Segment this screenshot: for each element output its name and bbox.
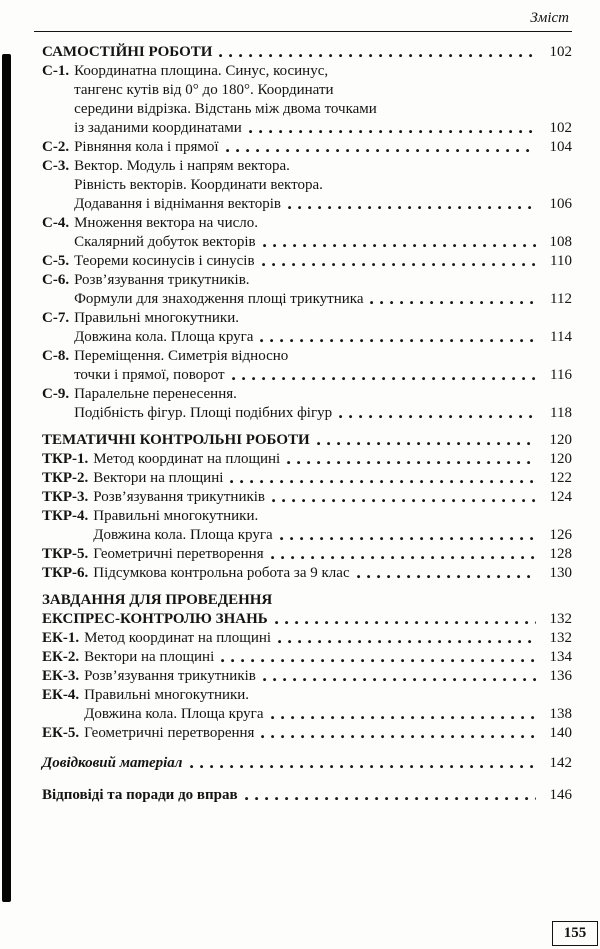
dot-leader	[272, 499, 536, 503]
toc-line	[42, 404, 572, 423]
toc-entry-text: Розв’язування трикутників	[84, 668, 256, 684]
toc-line	[42, 309, 572, 328]
toc-line	[42, 233, 572, 252]
dot-leader	[357, 575, 536, 579]
toc-line	[42, 786, 572, 805]
toc-entry	[42, 648, 572, 667]
toc-entry-text: Правильні многокутники.	[74, 310, 239, 326]
toc-line	[42, 138, 572, 157]
toc-line	[42, 591, 572, 610]
toc-page-number: 132	[549, 611, 572, 627]
toc-entry-text: Довжина кола. Площа круга	[84, 706, 264, 722]
toc-line	[42, 610, 572, 629]
dot-leader	[262, 263, 536, 267]
toc-entry	[42, 786, 572, 805]
toc-entry-text: Переміщення. Симетрія відносно	[74, 348, 289, 364]
toc-line	[42, 667, 572, 686]
dot-leader	[245, 797, 536, 801]
dot-leader	[249, 130, 536, 134]
toc-entry	[42, 667, 572, 686]
toc-page-number: 122	[549, 470, 572, 486]
toc-entry	[42, 488, 572, 507]
toc-page-number: 120	[549, 432, 572, 448]
toc-line	[42, 81, 572, 100]
toc-entry-label: С-2.	[42, 139, 70, 155]
toc-entry-text: САМОСТІЙНІ РОБОТИ	[42, 44, 213, 60]
toc-entry	[42, 271, 572, 309]
toc-entry	[42, 214, 572, 252]
toc-line	[42, 100, 572, 119]
dot-leader	[288, 206, 536, 210]
toc-entry-label: ЕК-2.	[42, 649, 80, 665]
toc-line	[42, 43, 572, 62]
toc-line	[42, 385, 572, 404]
dot-leader	[230, 480, 536, 484]
toc-line	[42, 648, 572, 667]
toc-line	[42, 347, 572, 366]
toc-page-number: 130	[549, 565, 572, 581]
toc-entry-text: Рівність векторів. Координати вектора.	[74, 177, 323, 193]
toc-entry-text: Геометричні перетворення	[84, 725, 255, 741]
dot-leader	[226, 149, 536, 153]
toc-line	[42, 195, 572, 214]
toc-entry-label: ТКР-4.	[42, 508, 89, 524]
toc-entry-label: ЕК-3.	[42, 668, 80, 684]
dot-leader	[317, 442, 536, 446]
toc-page-number: 102	[549, 120, 572, 136]
toc-entry-text: Метод координат на площині	[93, 451, 281, 467]
toc-line	[42, 366, 572, 385]
toc-line	[42, 754, 572, 773]
toc-entry-text: середини відрізка. Відстань між двома точками	[74, 101, 377, 117]
header-title: Зміст	[530, 10, 569, 26]
toc-page-number: 116	[550, 367, 572, 383]
toc-entry	[42, 754, 572, 773]
toc-entry-label: ТКР-1.	[42, 451, 89, 467]
toc-entry	[42, 347, 572, 385]
toc-page-number: 134	[549, 649, 572, 665]
toc-entry	[42, 138, 572, 157]
dot-leader	[263, 678, 536, 682]
toc-line	[42, 724, 572, 743]
toc-line	[42, 545, 572, 564]
toc-line	[42, 62, 572, 81]
toc-entry-label: ТКР-3.	[42, 489, 89, 505]
toc-entry-text: Довжина кола. Площа круга	[74, 329, 254, 345]
dot-leader	[190, 765, 537, 769]
toc-entry-label: С-1.	[42, 63, 70, 79]
dot-leader	[271, 556, 536, 560]
toc-line	[42, 469, 572, 488]
toc-line	[42, 328, 572, 347]
toc-entry-text: тангенс кутів від 0° до 180°. Координати	[74, 82, 334, 98]
toc-page-number: 104	[549, 139, 572, 155]
dot-leader	[221, 659, 536, 663]
toc-entry-text: Додавання і віднімання векторів	[74, 196, 282, 212]
toc-entry	[42, 385, 572, 423]
toc-page-number: 110	[550, 253, 572, 269]
toc-page-number: 108	[549, 234, 572, 250]
toc-entry-label: ТКР-6.	[42, 565, 89, 581]
dot-leader	[263, 244, 536, 248]
toc-entry-label: С-9.	[42, 386, 70, 402]
toc-page-number: 136	[549, 668, 572, 684]
dot-leader	[261, 735, 536, 739]
toc-entry	[42, 507, 572, 545]
toc-entry-text: Розв’язування трикутників.	[74, 272, 250, 288]
dot-leader	[370, 301, 536, 305]
toc-entry-text: Геометричні перетворення	[93, 546, 264, 562]
toc-entry-text: Довідковий матеріал	[42, 755, 183, 771]
toc-entry-label: С-6.	[42, 272, 70, 288]
toc-entry-text: ЕКСПРЕС-КОНТРОЛЮ ЗНАНЬ	[42, 611, 268, 627]
toc-line	[42, 119, 572, 138]
toc-entry-text: Скалярний добуток векторів	[74, 234, 256, 250]
toc-entry-text: Рівняння кола і прямої	[74, 139, 219, 155]
toc-entry-text: Підсумкова контрольна робота за 9 клас	[93, 565, 350, 581]
toc-line	[42, 488, 572, 507]
toc-entry-text: Формули для знаходження площі трикутника	[74, 291, 364, 307]
toc-entry-text: ЗАВДАННЯ ДЛЯ ПРОВЕДЕННЯ	[42, 592, 273, 608]
header-rule	[34, 31, 572, 32]
toc-entry	[42, 545, 572, 564]
toc-entry-text: Відповіді та поради до вправ	[42, 787, 238, 803]
dot-leader	[280, 537, 536, 541]
toc-entry	[42, 469, 572, 488]
toc-page-number: 112	[550, 291, 572, 307]
toc-line	[42, 705, 572, 724]
toc-line	[42, 629, 572, 648]
toc-entry-label: ЕК-4.	[42, 687, 80, 703]
toc-page-number: 120	[549, 451, 572, 467]
toc-entry-label: ТКР-5.	[42, 546, 89, 562]
toc-entry-label: ЕК-1.	[42, 630, 80, 646]
toc-entry	[42, 62, 572, 138]
toc-entry-text: Паралельне перенесення.	[74, 386, 237, 402]
toc-entry-text: Вектори на площині	[84, 649, 215, 665]
toc-page-number: 142	[549, 755, 572, 771]
toc-entry-text: ТЕМАТИЧНІ КОНТРОЛЬНІ РОБОТИ	[42, 432, 310, 448]
toc-entry-label: С-7.	[42, 310, 70, 326]
toc-entry-text: точки і прямої, поворот	[74, 367, 225, 383]
page-number-box	[552, 921, 598, 946]
toc-entry-label: ЕК-5.	[42, 725, 80, 741]
dot-leader	[271, 716, 537, 720]
dot-leader	[260, 339, 536, 343]
dot-leader	[287, 461, 536, 465]
toc-entry-label: С-8.	[42, 348, 70, 364]
toc-section-heading	[42, 43, 572, 62]
toc-line	[42, 526, 572, 545]
toc-page-number: 146	[549, 787, 572, 803]
toc-entry-label: С-3.	[42, 158, 70, 174]
dot-leader	[275, 621, 536, 625]
toc-entry-text: Довжина кола. Площа круга	[93, 527, 273, 543]
dot-leader	[232, 377, 536, 381]
toc-page-number: 114	[550, 329, 572, 345]
toc-line	[42, 176, 572, 195]
toc-page-number: 138	[549, 706, 572, 722]
toc-page-number: 118	[550, 405, 572, 421]
page-header	[530, 10, 569, 27]
toc-entry-text: Вектор. Модуль і напрям вектора.	[74, 158, 290, 174]
toc-entry-text: Правильні многокутники.	[93, 508, 259, 524]
toc-line	[42, 564, 572, 583]
toc-page-number: 128	[549, 546, 572, 562]
dot-leader	[219, 54, 536, 58]
toc-entry-text: Подібність фігур. Площі подібних фігур	[74, 405, 333, 421]
toc-entry-label: С-5.	[42, 253, 70, 269]
toc-entry-text: Метод координат на площині	[84, 630, 272, 646]
toc-entry-text: із заданими координатами	[74, 120, 242, 136]
dot-leader	[339, 415, 536, 419]
toc-entry	[42, 252, 572, 271]
toc-entry	[42, 450, 572, 469]
toc-page-number: 102	[549, 44, 572, 60]
toc-page-number: 106	[549, 196, 572, 212]
toc-page-number: 126	[549, 527, 572, 543]
toc-entry-text: Вектори на площині	[93, 470, 224, 486]
toc-section-heading	[42, 591, 572, 629]
toc-entry	[42, 629, 572, 648]
toc-entry-text: Правильні многокутники.	[84, 687, 250, 703]
toc-entry-label: ТКР-2.	[42, 470, 89, 486]
toc-line	[42, 290, 572, 309]
toc-line	[42, 507, 572, 526]
toc-line	[42, 252, 572, 271]
table-of-contents	[42, 43, 572, 805]
page-number: 155	[563, 925, 587, 941]
toc-entry-label: С-4.	[42, 215, 70, 231]
dot-leader	[278, 640, 536, 644]
toc-entry-text: Координатна площина. Синус, косинус,	[74, 63, 329, 79]
toc-section-heading	[42, 431, 572, 450]
toc-entry	[42, 564, 572, 583]
toc-entry-text: Множення вектора на число.	[74, 215, 259, 231]
toc-line	[42, 431, 572, 450]
toc-entry	[42, 309, 572, 347]
toc-line	[42, 214, 572, 233]
toc-entry	[42, 724, 572, 743]
toc-entry	[42, 157, 572, 214]
toc-line	[42, 271, 572, 290]
toc-entry	[42, 686, 572, 724]
toc-page-number: 124	[549, 489, 572, 505]
toc-entry-text: Теореми косинусів і синусів	[74, 253, 255, 269]
toc-entry-text: Розв’язування трикутників	[93, 489, 266, 505]
toc-line	[42, 450, 572, 469]
toc-page-number: 132	[549, 630, 572, 646]
binding-shadow	[2, 54, 11, 902]
toc-page-number: 140	[549, 725, 572, 741]
toc-line	[42, 157, 572, 176]
toc-line	[42, 686, 572, 705]
